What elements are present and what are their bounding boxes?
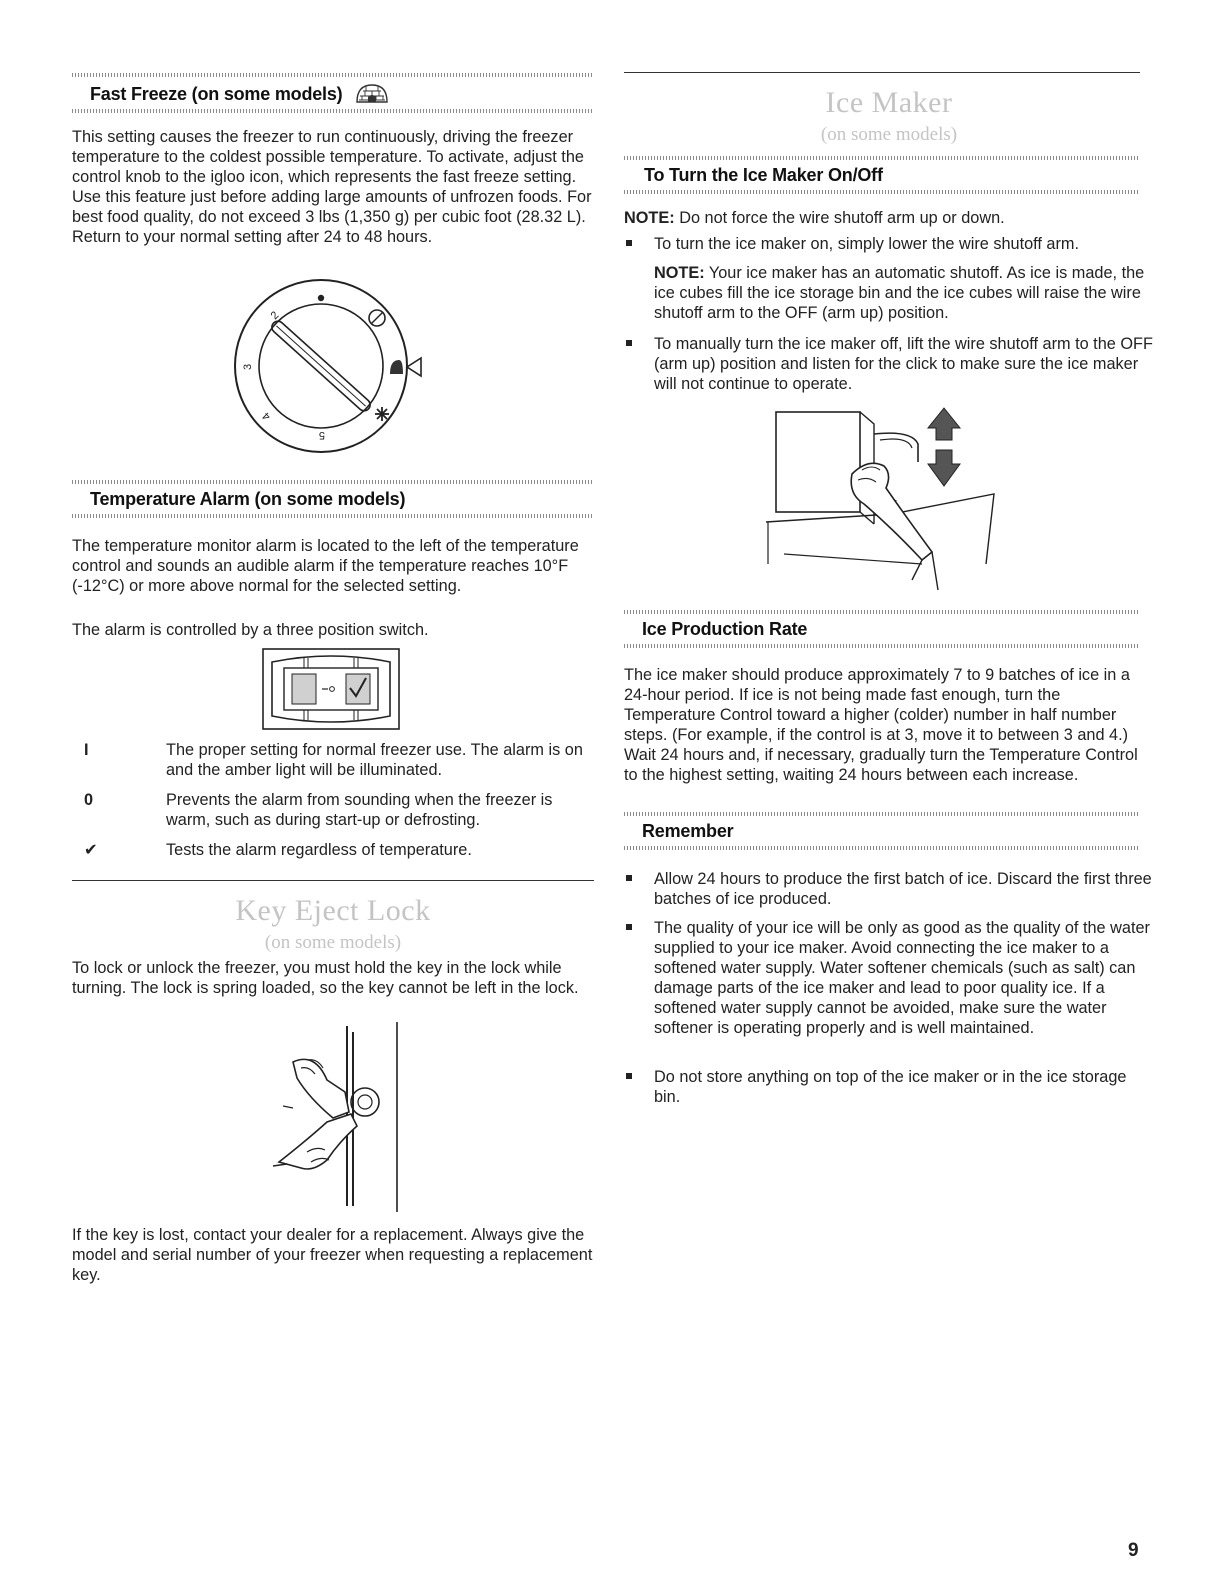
switch-position-row <box>72 840 594 860</box>
note-label: NOTE: <box>654 264 705 282</box>
ice-maker-inner-note <box>654 263 1154 323</box>
key-lock-illustration <box>287 1022 437 1212</box>
arrow-down-icon <box>928 450 960 486</box>
temp-alarm-header <box>72 480 594 518</box>
note-text: Do not force the wire shutoff arm up or down. <box>679 209 1005 227</box>
dotted-rule <box>624 846 1140 850</box>
snowflake-icon <box>375 407 389 421</box>
arrow-up-icon <box>928 408 960 440</box>
ice-production-heading: Ice Production Rate <box>642 619 808 639</box>
section-rule <box>72 880 594 881</box>
fast-freeze-body: This setting causes the freezer to run continuously, driving the freezer temperature to the coldest possible temperature. To activate, adjust the control knob to the igloo icon, which represents the fast freeze setting. Use this feature just before adding large amounts of unfrozen foods. For best food quality, do not exceed 3 lbs (1,350 g) per cubic foot (28.32 L). Return to your normal setting after 24 to 48 hours. <box>72 128 592 246</box>
ice-maker-subtitle: (on some models) <box>820 124 958 145</box>
dial-label: 4 <box>260 409 274 423</box>
bullet-square-icon <box>626 1073 632 1079</box>
key-lost-body: If the key is lost, contact your dealer for a replacement. Always give the model and serial number of your freezer when requesting a replacement key. <box>72 1226 593 1284</box>
bullet-square-icon <box>626 875 632 881</box>
bullet-square-icon <box>626 240 632 246</box>
ice-production-header <box>624 610 1140 648</box>
dotted-rule <box>72 514 594 518</box>
key-eject-lock-subtitle: (on some models) <box>264 932 402 953</box>
page-number: 9 <box>1128 1540 1139 1561</box>
remember-header <box>624 812 1140 850</box>
note-label: NOTE: <box>624 209 675 227</box>
switch-position-text: Prevents the alarm from sounding when the freezer is warm, such as during start-up or defrosting. <box>166 791 553 829</box>
bullet-square-icon <box>626 924 632 930</box>
ice-maker-bullet: To turn the ice maker on, simply lower the wire shutoff arm. <box>624 234 1154 254</box>
fast-freeze-header <box>72 73 594 113</box>
temp-alarm-switch-note: The alarm is controlled by a three position switch. <box>72 621 429 639</box>
remember-bullet: The quality of your ice will be only as good as the quality of the water supplied to your ice maker. Avoid connecting the ice maker to a softened water supply. Water softener chemicals (such as salt) can damage parts of the ice maker and lead to poor quality ice. If a softened water supply cannot be avoided, make sure the water softener is operating properly and is well maintained. <box>624 918 1154 1038</box>
temp-alarm-body: The temperature monitor alarm is located to the left of the temperature control and sounds an audible alarm if the temperature reaches 10°F (-12°C) or more above normal for the selected setting. <box>72 537 579 595</box>
alarm-switch-illustration <box>262 648 402 730</box>
fast-freeze-heading: Fast Freeze (on some models) <box>72 77 594 109</box>
switch-position-key: ✔ <box>84 841 98 859</box>
remember-heading: Remember <box>642 821 734 841</box>
dotted-rule <box>72 109 594 113</box>
ice-maker-illustration <box>772 404 1012 594</box>
ice-maker-title: Ice Maker <box>825 86 953 119</box>
switch-position-key: I <box>84 741 89 759</box>
switch-position-text: The proper setting for normal freezer use. The alarm is on and the amber light will be illuminated. <box>166 741 583 779</box>
indicator-triangle-icon <box>407 358 421 376</box>
key-eject-lock-title: Key Eject Lock <box>235 894 431 927</box>
note-text: Your ice maker has an automatic shutoff. As ice is made, the ice cubes fill the ice storage bin and the ice cubes will raise the wire shutoff arm to the OFF (arm up) position. <box>654 264 1145 322</box>
switch-position-row <box>72 790 594 830</box>
igloo-icon <box>390 360 403 374</box>
ice-maker-onoff-heading: To Turn the Ice Maker On/Off <box>644 165 883 185</box>
control-knob-illustration <box>231 280 431 460</box>
bullet-square-icon <box>626 340 632 346</box>
ice-maker-onoff-header <box>624 156 1140 194</box>
temp-alarm-heading: Temperature Alarm (on some models) <box>90 489 406 509</box>
dial-label: 2 <box>268 309 282 323</box>
dial-label: 5 <box>318 429 325 441</box>
switch-position-text: Tests the alarm regardless of temperature. <box>166 841 472 859</box>
remember-bullet: Do not store anything on top of the ice maker or in the ice storage bin. <box>624 1067 1154 1107</box>
ice-production-body: The ice maker should produce approximately 7 to 9 batches of ice in a 24-hour period. If ice is not being made fast enough, turn the Temperature Control toward a higher (colder) number in half number steps. (For example, if the control is at 3, move it to between 3 and 4.) Wait 24 hours and, if necessary, gradually turn the Temperature Control to the highest setting, waiting 24 hours between each increase. <box>624 666 1138 784</box>
switch-position-row <box>72 740 594 780</box>
dotted-rule <box>624 644 1140 648</box>
ice-maker-note <box>624 208 1154 228</box>
remember-bullet: Allow 24 hours to produce the first batch of ice. Discard the first three batches of ice produced. <box>624 869 1154 909</box>
switch-position-key: 0 <box>84 791 94 809</box>
section-rule <box>624 72 1140 73</box>
igloo-icon <box>355 82 389 104</box>
dial-label: 3 <box>242 363 254 370</box>
key-eject-lock-body: To lock or unlock the freezer, you must hold the key in the lock while turning. The lock is spring loaded, so the key cannot be left in the lock. <box>72 959 579 997</box>
dotted-rule <box>624 190 1140 194</box>
ice-maker-bullet: To manually turn the ice maker off, lift the wire shutoff arm to the OFF (arm up) position and listen for the click to make sure the ice maker will not continue to operate. <box>624 334 1154 394</box>
